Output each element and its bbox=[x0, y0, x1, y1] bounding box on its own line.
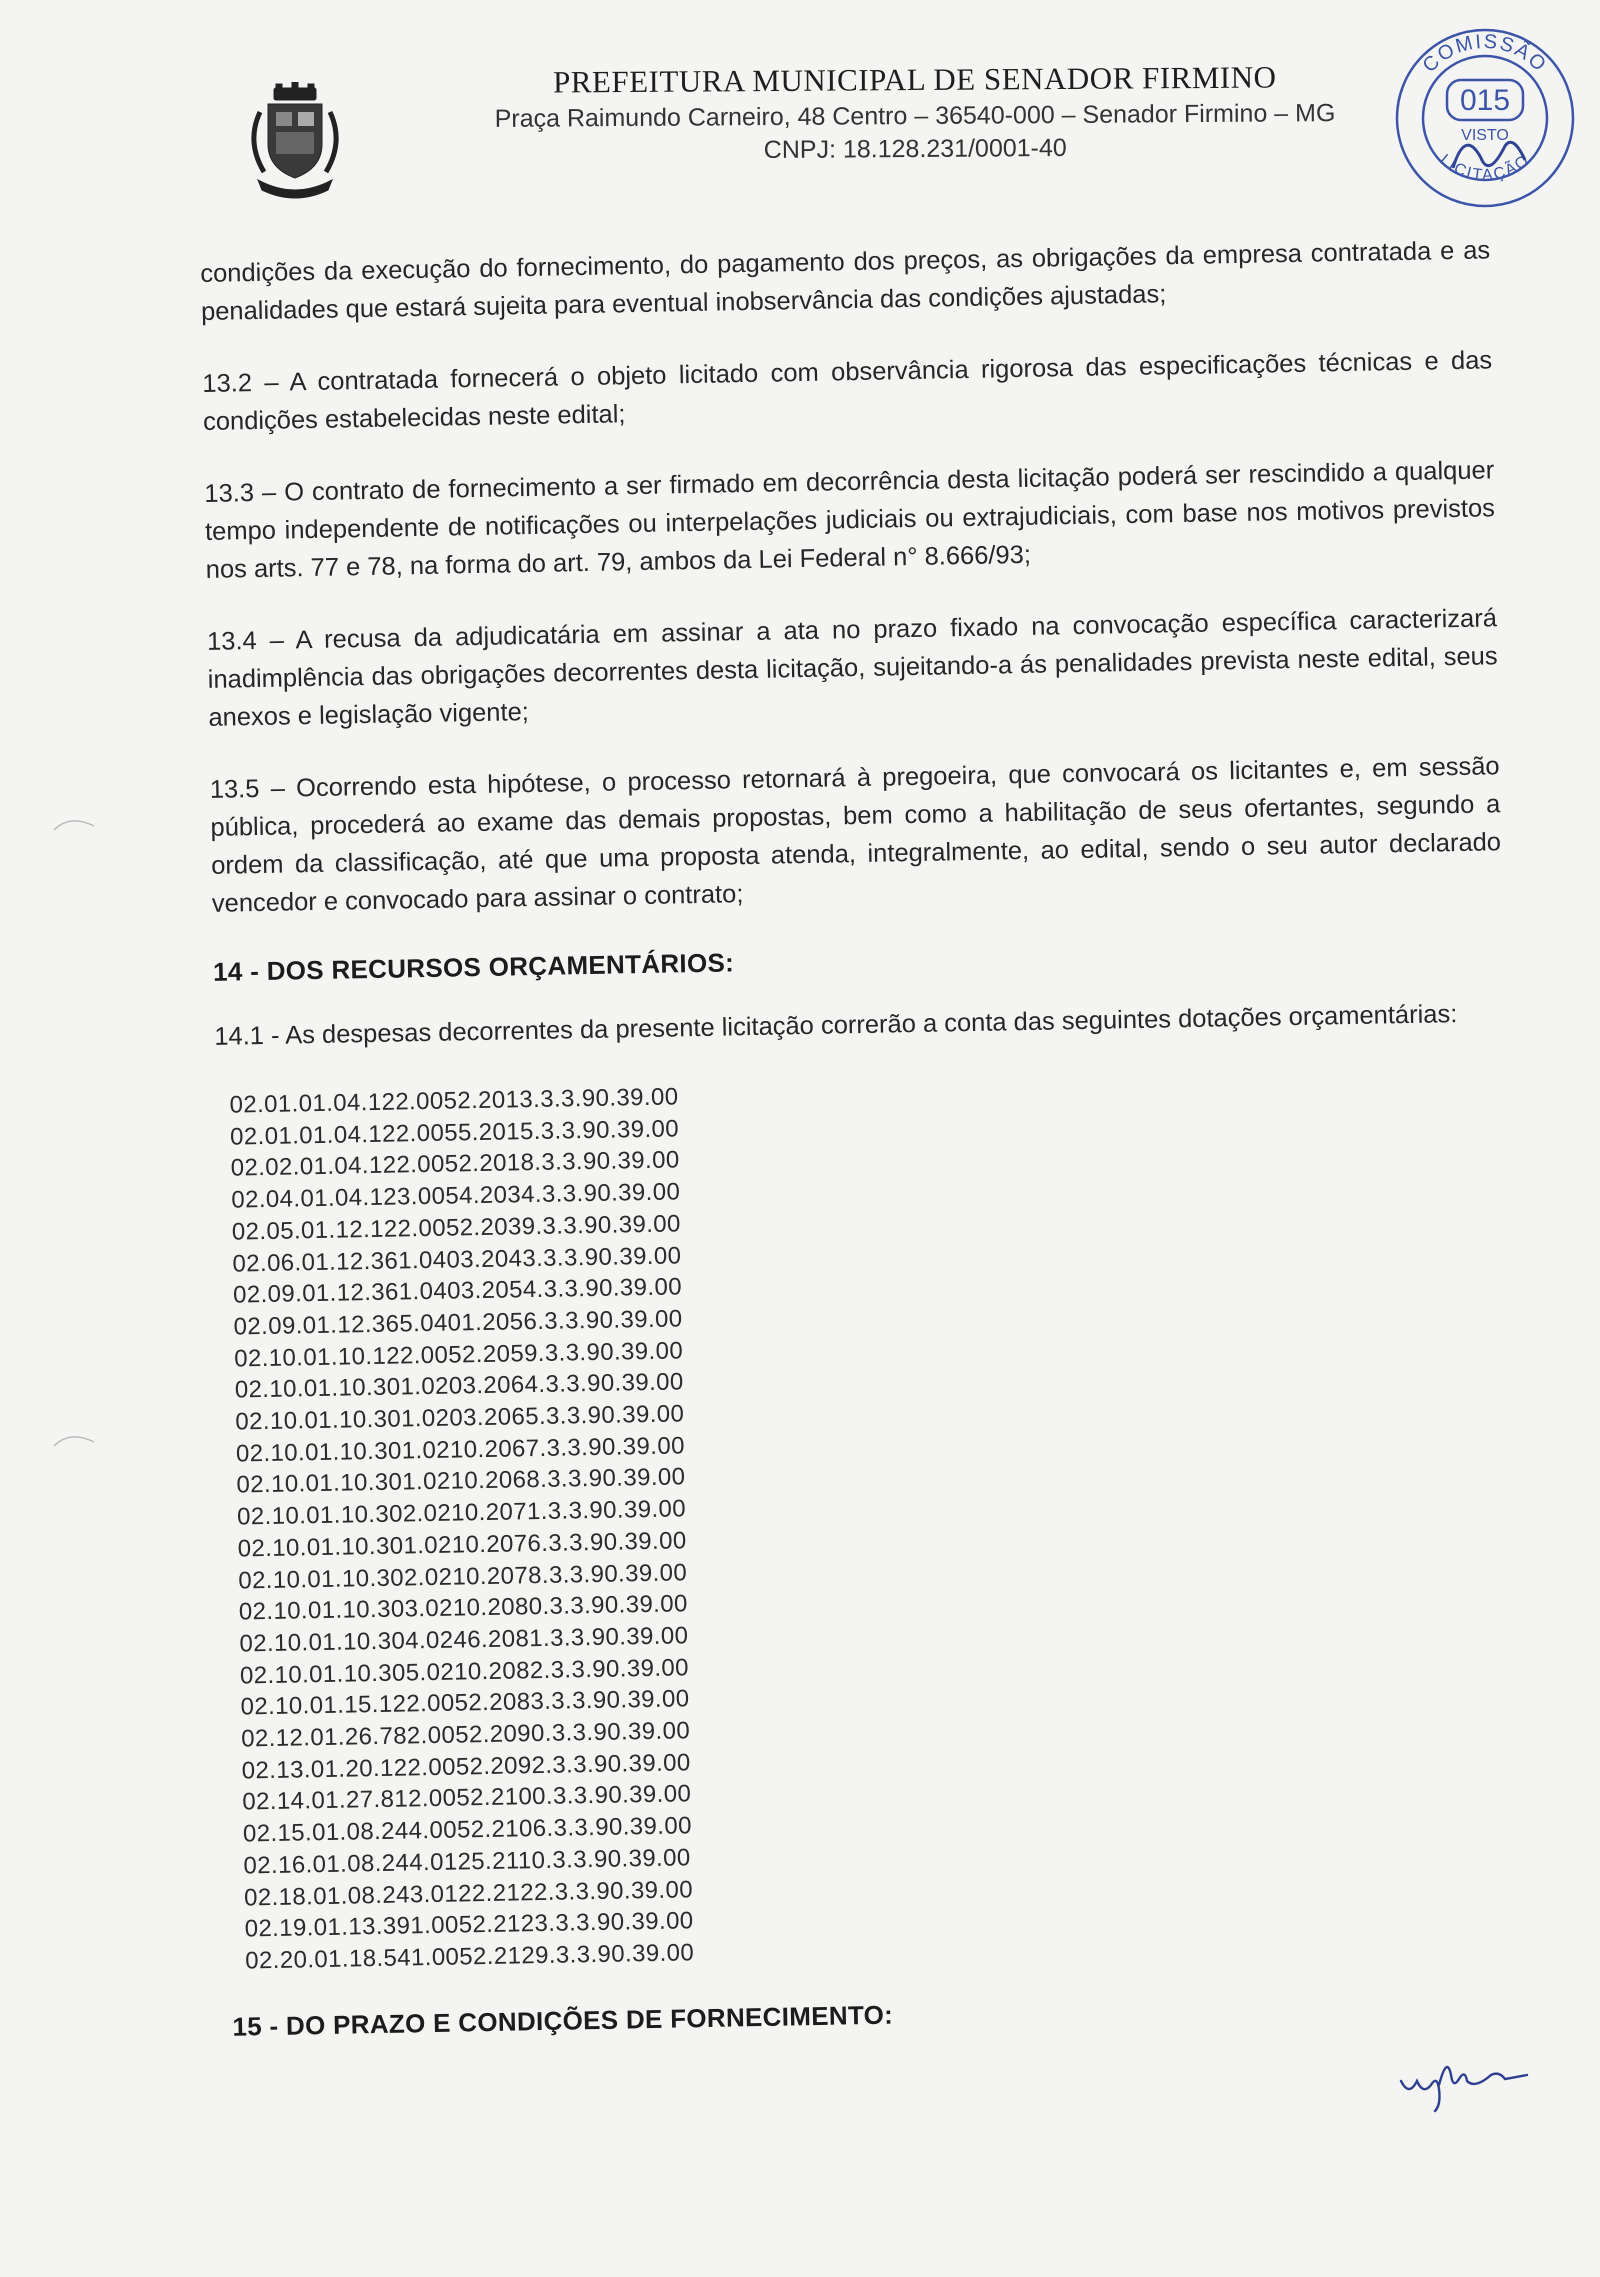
budget-code-item: 02.09.01.12.365.0401.2056.3.3.90.39.00 bbox=[233, 1305, 683, 1341]
budget-code-item: 02.06.01.12.361.0403.2043.3.3.90.39.00 bbox=[232, 1241, 682, 1278]
budget-code-item: 02.10.01.10.302.0210.2078.3.3.90.39.00 bbox=[238, 1558, 688, 1595]
budget-code-item: 02.10.01.10.304.0246.2081.3.3.90.39.00 bbox=[239, 1622, 689, 1658]
section-14-heading: 14 - DOS RECURSOS ORÇAMENTÁRIOS: bbox=[212, 947, 735, 987]
svg-text:COMISSÃO bbox=[1419, 31, 1552, 77]
stamp-bottom-text: LICITAÇÃO bbox=[1436, 151, 1534, 185]
budget-code-item: 02.10.01.15.122.0052.2083.3.3.90.39.00 bbox=[240, 1685, 690, 1721]
municipality-title: PREFEITURA MUNICIPAL DE SENADOR FIRMINO bbox=[552, 59, 1277, 100]
municipality-cnpj: CNPJ: 18.128.231/0001-40 bbox=[763, 133, 1067, 165]
budget-code-item: 02.10.01.10.301.0203.2064.3.3.90.39.00 bbox=[234, 1368, 684, 1404]
section-15-heading: 15 - DO PRAZO E CONDIÇÕES DE FORNECIMENTO: bbox=[232, 1999, 894, 2042]
budget-code-item: 02.19.01.13.391.0052.2123.3.3.90.39.00 bbox=[244, 1907, 694, 1943]
budget-codes-list bbox=[229, 1066, 1521, 1977]
paragraph-13-5: 13.5 – Ocorrendo esta hipótese, o processo retornará à pregoeira, que convocará os licitantes e, em sessão pública, procederá ao exame das demais propostas, bem como a habilitação de seus ofertantes, segundo a ordem da classificação, até que uma proposta atenda, integralmente, ao edital, sendo o seu autor declarado vencedor e convocado para assinar o contrato; bbox=[209, 752, 1502, 918]
stamp-number: 015 bbox=[1459, 84, 1511, 117]
paragraph-13-3: 13.3 – O contrato de fornecimento a ser firmado em decorrência desta licitação poderá ser rescindido a qualquer tempo independente de notificações ou interpelações judiciais ou extrajudiciais, com base nos motivos previstos nos arts. 77 e 78, na forma do art. 79, ambos da Lei Federal n° 8.666/93; bbox=[204, 456, 1496, 584]
paragraph-13-2: 13.2 – A contratada fornecerá o objeto licitado com observância rigorosa das especificações técnicas e das condições estabelecidas neste edital; bbox=[202, 346, 1493, 436]
budget-code-item: 02.02.01.04.122.0052.2018.3.3.90.39.00 bbox=[230, 1146, 680, 1182]
budget-code-item: 02.05.01.12.122.0052.2039.3.3.90.39.00 bbox=[231, 1210, 682, 1246]
stamp-top-text: COMISSÃO bbox=[1418, 30, 1552, 77]
budget-code-item: 02.18.01.08.243.0122.2122.3.3.90.39.00 bbox=[243, 1875, 694, 1912]
budget-code-item: 02.16.01.08.244.0125.2110.3.3.90.39.00 bbox=[243, 1844, 691, 1880]
budget-code-item: 02.10.01.10.305.0210.2082.3.3.90.39.00 bbox=[239, 1653, 690, 1690]
svg-text:LICITAÇÃO bbox=[1436, 151, 1533, 184]
budget-code-item: 02.10.01.10.303.0210.2080.3.3.90.39.00 bbox=[238, 1590, 688, 1626]
margin-mark bbox=[50, 812, 100, 836]
budget-code-item: 02.10.01.10.301.0210.2068.3.3.90.39.00 bbox=[236, 1463, 686, 1499]
commission-stamp bbox=[1385, 18, 1585, 218]
budget-code-item: 02.14.01.27.812.0052.2100.3.3.90.39.00 bbox=[242, 1780, 692, 1816]
margin-mark bbox=[50, 1428, 100, 1452]
handwritten-initials bbox=[1395, 2045, 1535, 2115]
budget-code-item: 02.01.01.04.122.0052.2013.3.3.90.39.00 bbox=[229, 1083, 679, 1119]
coat-of-arms-icon bbox=[240, 82, 350, 200]
budget-code-item: 02.09.01.12.361.0403.2054.3.3.90.39.00 bbox=[232, 1273, 683, 1309]
budget-code-item: 02.13.01.20.122.0052.2092.3.3.90.39.00 bbox=[241, 1749, 691, 1785]
budget-code-item: 02.10.01.10.302.0210.2071.3.3.90.39.00 bbox=[236, 1495, 687, 1531]
budget-code-item: 02.04.01.04.123.0054.2034.3.3.90.39.00 bbox=[231, 1178, 681, 1214]
budget-code-item: 02.10.01.10.122.0052.2059.3.3.90.39.00 bbox=[233, 1336, 684, 1373]
document-body bbox=[200, 231, 1523, 2072]
budget-code-item: 02.20.01.18.541.0052.2129.3.3.90.39.00 bbox=[245, 1939, 695, 1975]
paragraph-13-4: 13.4 – A recusa da adjudicatária em assinar a ata no prazo fixado na convocação específica caracterizará inadimplência das obrigações decorrentes desta licitação, sujeitando-a ás penalidades prevista neste edital, seus anexos e legislação vigente; bbox=[206, 604, 1498, 732]
letterhead bbox=[420, 57, 1411, 170]
budget-code-item: 02.10.01.10.301.0203.2065.3.3.90.39.00 bbox=[235, 1400, 685, 1436]
municipality-address: Praça Raimundo Carneiro, 48 Centro – 36540-000 – Senador Firmino – MG bbox=[494, 99, 1336, 133]
stamp-middle-text: VISTO bbox=[1461, 127, 1509, 144]
budget-code-item: 02.15.01.08.244.0052.2106.3.3.90.39.00 bbox=[242, 1812, 693, 1848]
budget-code-item: 02.12.01.26.782.0052.2090.3.3.90.39.00 bbox=[240, 1717, 691, 1753]
budget-code-item: 02.10.01.10.301.0210.2076.3.3.90.39.00 bbox=[237, 1527, 687, 1563]
budget-code-item: 02.01.01.04.122.0055.2015.3.3.90.39.00 bbox=[229, 1115, 680, 1151]
paragraph-intro: condições da execução do fornecimento, do pagamento dos preços, as obrigações da empresa contratada e as penalidades que estará sujeita para eventual inobservância das condições ajustadas; bbox=[200, 236, 1491, 326]
budget-code-item: 02.10.01.10.301.0210.2067.3.3.90.39.00 bbox=[235, 1432, 686, 1468]
paragraph-14-1: 14.1 - As despesas decorrentes da presente licitação correrão a conta das seguintes dotações orçamentárias: bbox=[214, 1000, 1458, 1051]
